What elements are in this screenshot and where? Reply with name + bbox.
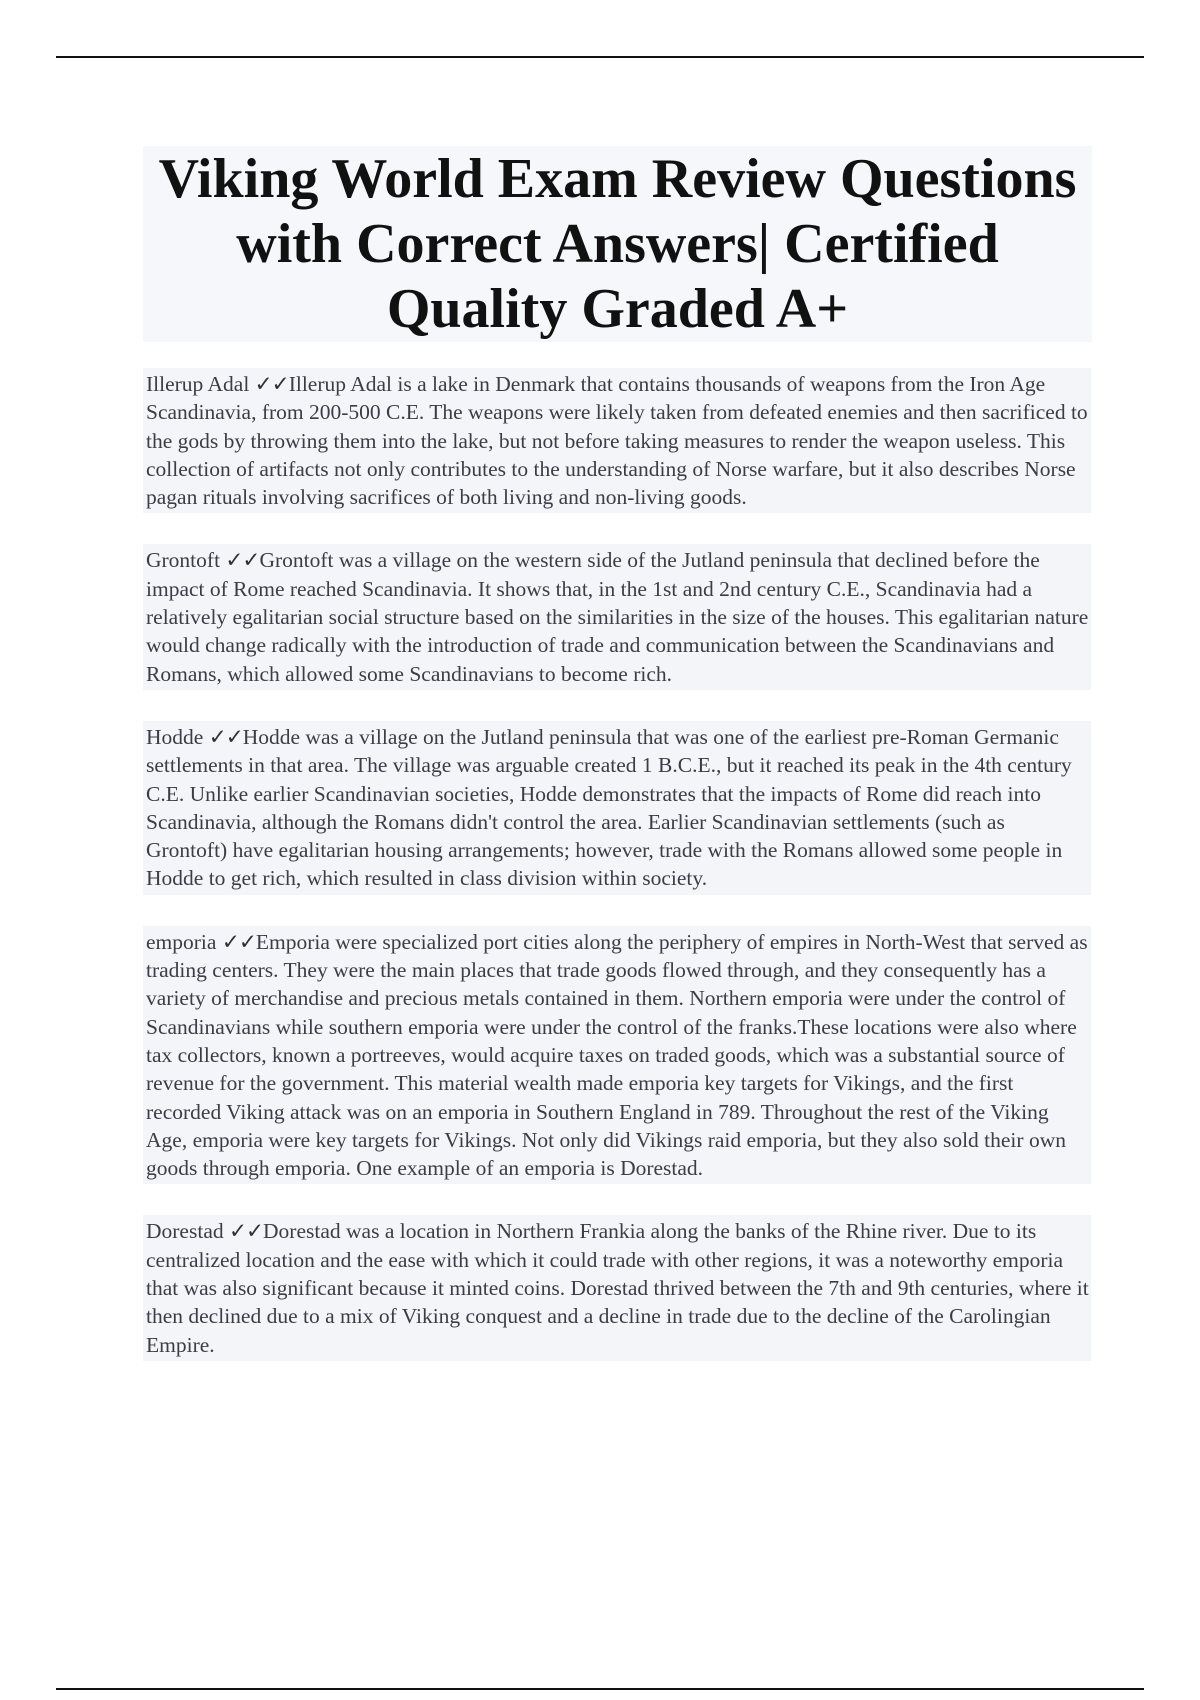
bottom-rule [56,1688,1144,1690]
title-block [143,146,1092,342]
entry-term: Illerup Adal [146,372,250,396]
check-mark-icon: ✓✓ [221,929,256,954]
document-body [143,368,1091,1392]
entry-term: Dorestad [146,1219,224,1244]
entry-answer: Dorestad was a location in Northern Frankia along the banks of the Rhine river. Due to its centralized location and the ease with which it could trade with other regions, it was a noteworthy emporia that was also significant because it minted coins. Dorestad thrived between the 7th and 9th centuries, where it then declined due to a mix of Viking conquest and a decline in trade due to the decline of the Carolingian Empire. [146,1219,1089,1357]
check-mark-icon: ✓✓ [225,548,260,573]
document-title: Viking World Exam Review Questions with Correct Answers| Certified Quality Graded A+ [158,147,1077,340]
entry-grontoft [143,544,1091,689]
entry-illerup-adal [143,368,1091,513]
entry-dorestad [143,1215,1091,1360]
entry-emporia [143,926,1091,1185]
entry-term: Hodde [146,724,204,749]
top-rule [56,56,1144,58]
entry-answer: Emporia were specialized port cities along the periphery of empires in North-West that served as trading centers. They were the main places that trade goods flowed through, and they consequently has a variety of merchandise and precious metals contained in them. Northern emporia were under the control of Scandinavians while southern emporia were under the control of the franks.These locations were also where tax collectors, known a portreeves, would acquire taxes on traded goods, which was a substantial source of revenue for the government. This material wealth made emporia key targets for Vikings, and the first recorded Viking attack was on an emporia in Southern England in 789. Throughout the rest of the Viking Age, emporia were key targets for Vikings. Not only did Vikings raid emporia, but they also sold their own goods through emporia. One example of an emporia is Dorestad. [146,929,1088,1181]
entry-answer: Hodde was a village on the Jutland peninsula that was one of the earliest pre-Roman Germanic settlements in that area. The village was arguable created 1 B.C.E., but it reached its peak in the 4th century C.E. Unlike earlier Scandinavian societies, Hodde demonstrates that the impacts of Rome did reach into Scandinavia, although the Romans didn't control the area. Earlier Scandinavian settlements (such as Grontoft) have egalitarian housing arrangements; however, trade with the Romans allowed some people in Hodde to get rich, which resulted in class division within society. [146,724,1072,891]
entry-hodde [143,721,1091,895]
entry-term: emporia [146,929,217,954]
entry-term: Grontoft [146,548,221,573]
check-mark-icon: ✓✓ [208,724,243,749]
entry-answer: Illerup Adal is a lake in Denmark that contains thousands of weapons from the Iron Age Scandinavia, from 200-500 C.E. The weapons were likely taken from defeated enemies and then sacrificed to the gods by throwing them into the lake, but not before taking measures to render the weapon useless. This collection of artifacts not only contributes to the understanding of Norse warfare, but it also describes Norse pagan rituals involving sacrifices of both living and non-living goods. [146,372,1088,510]
check-mark-icon: ✓✓ [229,1219,264,1244]
entry-answer: Grontoft was a village on the western side of the Jutland peninsula that declined before the impact of Rome reached Scandinavia. It shows that, in the 1st and 2nd century C.E., Scandinavia had a relatively egalitarian social structure based on the similarities in the size of the houses. This egalitarian nature would change radically with the introduction of trade and communication between the Scandinavians and Romans, which allowed some Scandinavians to become rich. [146,548,1089,686]
check-mark-icon: ✓✓ [254,372,289,396]
